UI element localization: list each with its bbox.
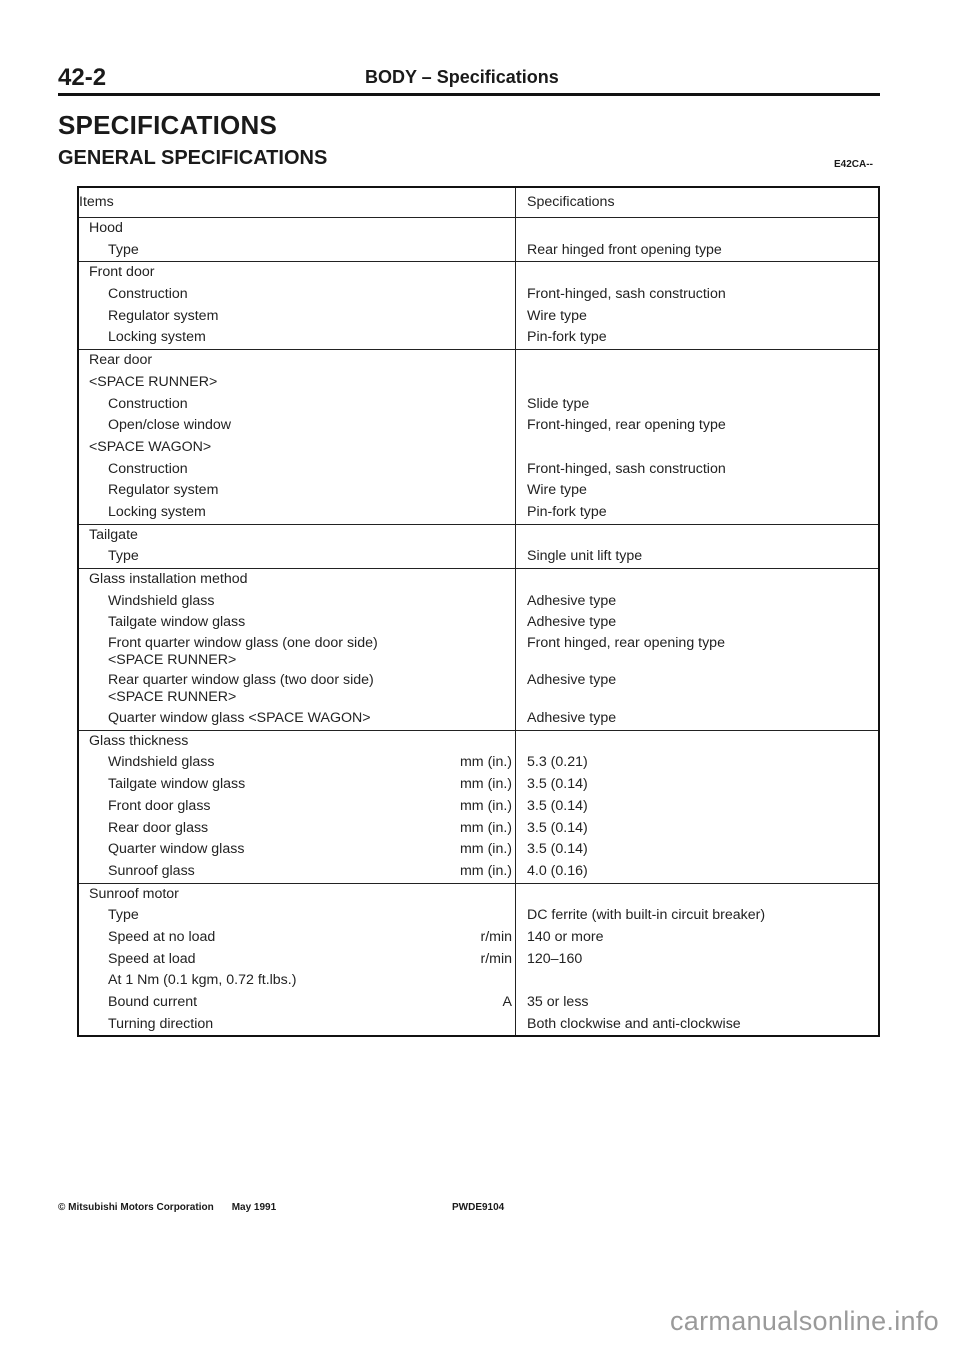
item-value: 120–160: [527, 950, 583, 967]
group-title: Rear door: [89, 352, 153, 369]
item-value: 3.5 (0.14): [527, 797, 588, 814]
header-rule: [58, 93, 880, 96]
item-value: 35 or less: [527, 994, 589, 1010]
section-header: BODY – Specifications: [365, 67, 559, 87]
unit-label: mm (in.): [459, 819, 512, 836]
item-value: Slide type: [527, 395, 590, 412]
item-row: [79, 949, 515, 971]
table-group-rear-door: [78, 350, 879, 525]
table-group-sunroof-motor: [78, 883, 879, 1036]
item-value: Pin-fork type: [527, 329, 607, 346]
item-label: Construction: [108, 395, 188, 412]
item-value: Rear hinged front opening type: [527, 241, 722, 258]
page-number: 42-2: [58, 64, 107, 91]
item-value: Front-hinged, sash construction: [527, 460, 726, 477]
unit-label: r/min: [480, 928, 512, 945]
item-label: Speed at load: [108, 950, 196, 967]
item-label: Windshield glass: [108, 754, 215, 771]
item-label: Speed at no load: [108, 928, 216, 945]
page-title: SPECIFICATIONS: [58, 110, 278, 140]
item-label: Bound current: [108, 994, 198, 1010]
item-label: Open/close window: [108, 417, 232, 434]
item-label: Quarter window glass: [108, 841, 245, 858]
item-sublabel: <SPACE RUNNER>: [108, 689, 237, 706]
item-value: 4.0 (0.16): [527, 862, 588, 879]
document-id: PWDE9104: [452, 1202, 505, 1213]
table-header-row: [78, 187, 879, 218]
item-row: [79, 752, 515, 774]
item-value: DC ferrite (with built-in circuit breaker): [527, 907, 766, 924]
item-value: 5.3 (0.21): [527, 754, 588, 771]
item-value: Adhesive type: [527, 614, 617, 631]
item-row: [79, 774, 515, 796]
item-label: Locking system: [108, 503, 206, 520]
item-value: Front-hinged, rear opening type: [527, 417, 726, 434]
section-subtitle: GENERAL SPECIFICATIONS: [58, 147, 328, 169]
item-label: Rear quarter window glass (two door side): [108, 672, 374, 689]
item-label: Quarter window glass <SPACE WAGON>: [108, 710, 371, 727]
item-row: [79, 992, 515, 1014]
item-value: 3.5 (0.14): [527, 776, 588, 793]
item-label: Type: [108, 907, 139, 924]
item-label: Windshield glass: [108, 592, 215, 609]
item-row: [79, 818, 515, 840]
watermark: carmanualsonline.info: [670, 1306, 939, 1336]
items-column-header: Items: [78, 187, 516, 218]
specifications-column-header: Specifications: [516, 187, 880, 218]
item-label: Type: [108, 548, 139, 565]
item-sublabel: <SPACE RUNNER>: [108, 652, 237, 669]
item-label-multiline: [79, 634, 515, 671]
model-label: <SPACE WAGON>: [89, 438, 212, 455]
item-label: Construction: [108, 286, 188, 303]
unit-label: mm (in.): [459, 754, 512, 771]
item-value: Adhesive type: [527, 710, 617, 727]
item-value: Adhesive type: [527, 592, 617, 609]
group-title: Sunroof motor: [89, 885, 179, 902]
unit-label: mm (in.): [459, 776, 512, 793]
item-row: [79, 796, 515, 818]
item-label: Tailgate window glass: [108, 776, 246, 793]
item-label: Type: [108, 241, 139, 258]
item-value: Pin-fork type: [527, 503, 607, 520]
publication-date: May 1991: [231, 1202, 277, 1213]
item-label: At 1 Nm (0.1 kgm, 0.72 ft.lbs.): [108, 972, 297, 989]
unit-label: mm (in.): [459, 862, 512, 879]
item-label: Regulator system: [108, 482, 219, 499]
item-value: Front hinged, rear opening type: [527, 635, 725, 652]
item-value: Wire type: [527, 482, 587, 499]
item-value: Adhesive type: [527, 672, 617, 689]
table-group-tailgate: [78, 524, 879, 568]
table-group-glass-installation: [78, 569, 879, 731]
unit-label: mm (in.): [459, 797, 512, 814]
item-label: Front quarter window glass (one door side): [108, 635, 378, 652]
item-row: [79, 839, 515, 861]
item-label: Regulator system: [108, 307, 219, 324]
group-title: Glass installation method: [89, 571, 248, 587]
item-label: Tailgate window glass: [108, 614, 246, 631]
group-title: Tailgate: [89, 526, 138, 543]
item-value: Front-hinged, sash construction: [527, 286, 726, 303]
item-row: [79, 927, 515, 949]
group-title: Glass thickness: [89, 732, 189, 749]
copyright: © Mitsubishi Motors Corporation: [58, 1202, 214, 1213]
item-row: [79, 861, 515, 883]
item-label: Front door glass: [108, 797, 211, 814]
item-value: Wire type: [527, 307, 587, 324]
section-code: E42CA--: [834, 159, 873, 170]
item-label-multiline: [79, 671, 515, 708]
item-value: Both clockwise and anti-clockwise: [527, 1015, 741, 1032]
group-title: Hood: [89, 220, 123, 236]
unit-label: A: [502, 994, 512, 1010]
model-label: <SPACE RUNNER>: [89, 373, 218, 390]
item-label: Construction: [108, 460, 188, 477]
table-group-hood: [78, 218, 879, 262]
table-group-front-door: [78, 262, 879, 350]
table-group-glass-thickness: [78, 730, 879, 883]
item-label: Turning direction: [108, 1015, 214, 1032]
item-value: Single unit lift type: [527, 548, 643, 565]
item-label: Sunroof glass: [108, 862, 195, 879]
group-title: Front door: [89, 264, 155, 281]
item-value: 3.5 (0.14): [527, 819, 588, 836]
item-value: 3.5 (0.14): [527, 841, 588, 858]
page-footer: [58, 1202, 505, 1213]
unit-label: r/min: [480, 950, 512, 967]
unit-label: mm (in.): [459, 841, 512, 858]
item-label: Locking system: [108, 329, 206, 346]
item-value: 140 or more: [527, 928, 604, 945]
specifications-table: [77, 186, 880, 1037]
item-label: Rear door glass: [108, 819, 209, 836]
